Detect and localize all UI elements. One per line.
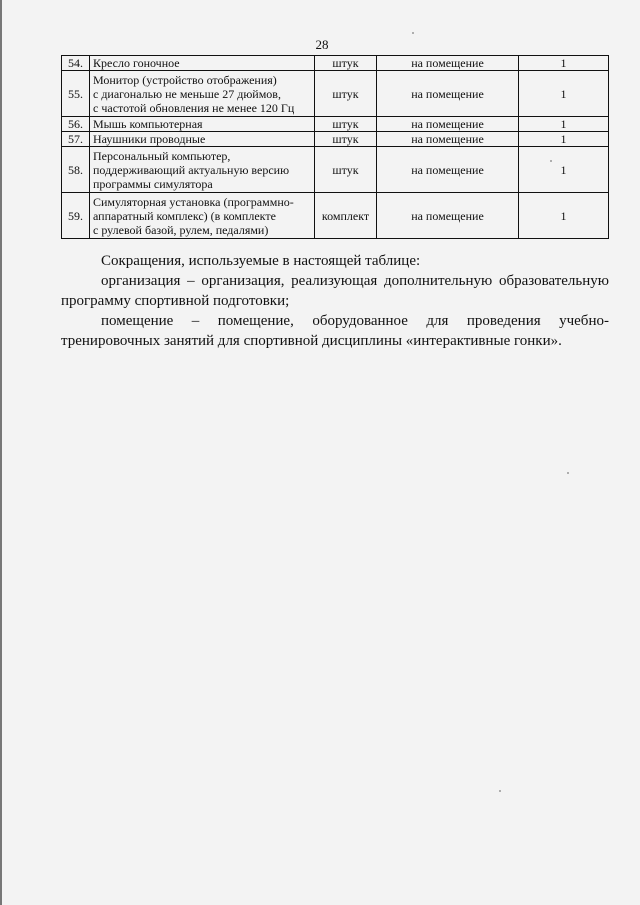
table-row xyxy=(62,56,609,71)
item-unit: штук xyxy=(315,117,377,132)
item-place: на помещение xyxy=(377,56,519,71)
room-word: учебно- xyxy=(559,313,609,329)
item-name xyxy=(90,132,315,147)
item-unit: штук xyxy=(315,71,377,117)
item-name-line: аппаратный комплекс) (в комплекте xyxy=(93,208,276,223)
room-word: помещение xyxy=(101,313,174,329)
item-place: на помещение xyxy=(377,132,519,147)
table-row xyxy=(62,193,609,239)
item-unit: штук xyxy=(315,147,377,193)
abbreviation-organization: организация – организация, реализующая дополнительную образовательную программу спортивной подготовки; xyxy=(61,273,609,309)
item-name-line: с диагональю не меньше 27 дюймов, xyxy=(93,86,281,101)
abbreviations-section xyxy=(61,251,609,351)
item-name-line: Симуляторная установка (программно- xyxy=(93,194,294,209)
item-unit: штук xyxy=(315,132,377,147)
item-quantity: 1 xyxy=(519,132,609,147)
item-quantity: 1 xyxy=(519,56,609,71)
item-name xyxy=(90,56,315,71)
table-row xyxy=(62,147,609,193)
item-name xyxy=(90,71,315,117)
scan-speck xyxy=(550,160,552,162)
item-place: на помещение xyxy=(377,117,519,132)
abbreviation-room-line-2: тренировочных занятий для спортивной дисциплины «интерактивные гонки». xyxy=(61,333,562,349)
equipment-table-body xyxy=(62,56,609,239)
item-quantity: 1 xyxy=(519,147,609,193)
row-number: 57. xyxy=(62,132,90,147)
room-word: – xyxy=(191,313,200,329)
abbreviation-room-line-1 xyxy=(61,311,609,331)
item-place: на помещение xyxy=(377,147,519,193)
table-row xyxy=(62,71,609,117)
table-row xyxy=(62,132,609,147)
abbreviations-heading: Сокращения, используемые в настоящей таблице: xyxy=(101,253,421,269)
scan-speck xyxy=(499,790,501,792)
equipment-table xyxy=(61,55,609,239)
item-name xyxy=(90,193,315,239)
item-name xyxy=(90,117,315,132)
item-quantity: 1 xyxy=(519,117,609,132)
page-number: 28 xyxy=(315,37,329,52)
scan-speck xyxy=(567,472,569,474)
item-name-line: поддерживающий актуальную версию xyxy=(93,162,290,177)
item-name xyxy=(90,147,315,193)
item-name-line: Персональный компьютер, xyxy=(93,148,231,163)
row-number: 54. xyxy=(62,56,90,71)
item-name-line: с частотой обновления не менее 120 Гц xyxy=(93,100,295,115)
item-name-line: Монитор (устройство отображения) xyxy=(93,72,277,87)
room-word: помещение, xyxy=(217,313,294,329)
room-word: оборудованное xyxy=(312,313,408,329)
scan-speck xyxy=(412,32,414,34)
item-name-line: с рулевой базой, рулем, педалями) xyxy=(93,222,269,237)
row-number: 55. xyxy=(62,71,90,117)
item-unit: комплект xyxy=(315,193,377,239)
item-name-line: программы симулятора xyxy=(93,176,213,191)
item-quantity: 1 xyxy=(519,193,609,239)
row-number: 59. xyxy=(62,193,90,239)
item-name-line: Кресло гоночное xyxy=(93,56,180,70)
room-word: для xyxy=(426,313,449,329)
room-word: проведения xyxy=(466,313,541,329)
item-place: на помещение xyxy=(377,193,519,239)
row-number: 58. xyxy=(62,147,90,193)
item-quantity: 1 xyxy=(519,71,609,117)
item-place: на помещение xyxy=(377,71,519,117)
row-number: 56. xyxy=(62,117,90,132)
item-name-line: Наушники проводные xyxy=(93,132,206,146)
item-name-line: Мышь компьютерная xyxy=(93,117,203,131)
item-unit: штук xyxy=(315,56,377,71)
table-row xyxy=(62,117,609,132)
